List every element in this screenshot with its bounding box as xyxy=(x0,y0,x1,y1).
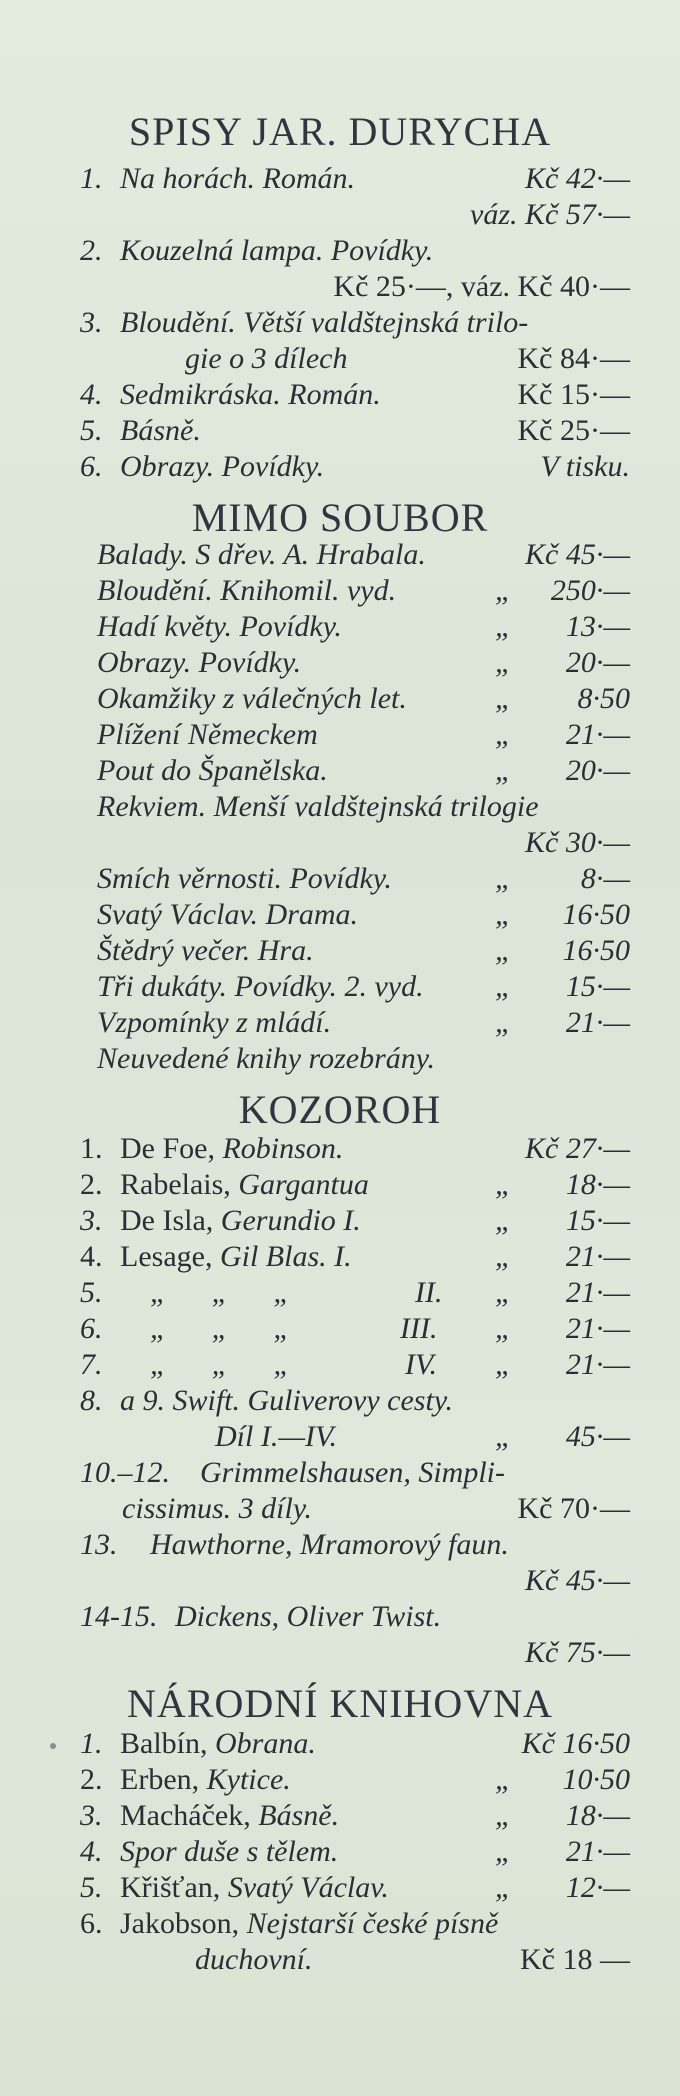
item-title xyxy=(120,1202,361,1240)
item-title: Pout do Španělska. xyxy=(97,754,328,787)
item-title: gie o 3 dílech xyxy=(185,342,348,375)
narodni-item xyxy=(0,1833,680,1871)
item-price: 8·50 xyxy=(577,682,630,715)
item-title xyxy=(120,1761,291,1799)
item-price: Kč 45·— xyxy=(525,538,630,571)
kozoroh-item xyxy=(0,1526,680,1564)
item-price: 21·— xyxy=(565,1240,630,1273)
durych-item-1 xyxy=(0,160,680,198)
ditto-mark: „ xyxy=(495,1204,512,1237)
narodni-item-cont xyxy=(0,1941,680,1979)
item-number: 6. xyxy=(80,1312,103,1345)
item-price: 21·— xyxy=(565,1312,630,1345)
item-price: 16·50 xyxy=(562,898,630,931)
item-number: 5. xyxy=(80,1276,103,1309)
item-price: Kč 42·— xyxy=(525,162,630,195)
item-title xyxy=(120,1238,352,1276)
item-author: Lesage, xyxy=(120,1240,213,1273)
ditto-mark: „ xyxy=(495,754,512,787)
item-title: duchovní. xyxy=(195,1943,313,1976)
item-title: Obrazy. Povídky. xyxy=(120,450,325,483)
item-work: Obrana. xyxy=(215,1727,316,1760)
ditto-marks: „ „ „ xyxy=(150,1276,291,1309)
mimo-note xyxy=(0,1040,680,1078)
item-number: 5. xyxy=(80,414,103,447)
mimo-item xyxy=(0,932,680,970)
item-price: Kč 70·— xyxy=(517,1492,630,1525)
mimo-item-cont xyxy=(0,824,680,862)
item-work: Kytice. xyxy=(206,1763,291,1796)
item-title xyxy=(120,1130,343,1168)
item-title xyxy=(120,1725,316,1763)
durych-item-1-cont xyxy=(0,196,680,234)
kozoroh-item-cont xyxy=(0,1490,680,1528)
item-price: 15·— xyxy=(565,970,630,1003)
item-price: 16·50 xyxy=(562,934,630,967)
ditto-mark: „ xyxy=(495,574,512,607)
mimo-heading: MIMO SOUBOR xyxy=(191,495,489,540)
ditto-mark: „ xyxy=(495,1168,512,1201)
item-price: 21·— xyxy=(565,718,630,751)
ditto-mark: „ xyxy=(495,970,512,1003)
item-price: váz. Kč 57·— xyxy=(470,198,630,231)
item-number: 14-15. xyxy=(80,1600,158,1633)
durych-item-3-cont xyxy=(0,340,680,378)
mimo-item xyxy=(0,1004,680,1042)
ditto-marks: „ „ „ xyxy=(150,1312,291,1345)
mimo-item xyxy=(0,716,680,754)
ditto-mark: „ xyxy=(495,1835,512,1868)
mimo-item xyxy=(0,860,680,898)
item-title: Dickens, Oliver Twist. xyxy=(175,1600,442,1633)
item-work: Svatý Václav. xyxy=(227,1871,389,1904)
ditto-mark: „ xyxy=(495,1420,512,1453)
kozoroh-item xyxy=(0,1310,680,1348)
item-work: Gargantua xyxy=(238,1168,369,1201)
ditto-mark: „ xyxy=(495,682,512,715)
item-price: Kč 18 — xyxy=(520,1943,630,1976)
kozoroh-item xyxy=(0,1202,680,1240)
narodni-item xyxy=(0,1869,680,1907)
kozoroh-item-cont xyxy=(0,1418,680,1456)
mimo-item xyxy=(0,644,680,682)
item-price: Kč 15·— xyxy=(517,378,630,411)
ditto-mark: „ xyxy=(495,1348,512,1381)
item-price: Kč 27·— xyxy=(525,1132,630,1165)
item-number: 13. xyxy=(80,1528,118,1561)
ditto-mark: „ xyxy=(495,1799,512,1832)
item-price: 21·— xyxy=(565,1276,630,1309)
ditto-mark: „ xyxy=(495,646,512,679)
item-title: Hawthorne, Mramorový faun. xyxy=(150,1528,509,1561)
item-title: Na horách. Román. xyxy=(120,162,355,195)
item-number: 4. xyxy=(80,378,103,411)
narodni-item xyxy=(0,1905,680,1943)
item-author: Rabelais, xyxy=(120,1168,231,1201)
ditto-mark: „ xyxy=(495,1763,512,1796)
kozoroh-item xyxy=(0,1382,680,1420)
item-work: III. xyxy=(400,1312,438,1345)
item-price: 21·— xyxy=(565,1835,630,1868)
ditto-mark: „ xyxy=(495,1871,512,1904)
item-work: IV. xyxy=(405,1348,437,1381)
item-price: 10·50 xyxy=(562,1763,630,1796)
mimo-item xyxy=(0,536,680,574)
item-price: V tisku. xyxy=(540,450,630,483)
item-number: 10.–12. xyxy=(80,1456,170,1489)
item-price: 20·— xyxy=(565,646,630,679)
item-author: De Isla, xyxy=(120,1204,214,1237)
durych-item-2 xyxy=(0,232,680,270)
item-title: cissimus. 3 díly. xyxy=(122,1492,313,1525)
item-title: Rekviem. Menší valdštejnská trilogie xyxy=(97,790,539,823)
ditto-mark: „ xyxy=(495,934,512,967)
item-title: Vzpomínky z mládí. xyxy=(97,1006,332,1039)
item-title: Hadí květy. Povídky. xyxy=(97,610,342,643)
item-number: 2. xyxy=(80,1763,103,1796)
item-number: 4. xyxy=(80,1835,103,1868)
item-work: Robinson. xyxy=(222,1132,344,1165)
item-title xyxy=(120,1869,389,1907)
ditto-mark: „ xyxy=(495,718,512,751)
item-title: Bloudění. Větší valdštejnská trilo- xyxy=(120,306,529,339)
item-title: Grimmelshausen, Simpli- xyxy=(200,1456,505,1489)
item-title xyxy=(120,1166,369,1204)
item-title: Štědrý večer. Hra. xyxy=(97,934,314,967)
item-number: 5. xyxy=(80,1871,103,1904)
durych-item-2-cont xyxy=(0,268,680,306)
kozoroh-item xyxy=(0,1166,680,1204)
ditto-mark: „ xyxy=(495,1240,512,1273)
mimo-item xyxy=(0,896,680,934)
kozoroh-item xyxy=(0,1454,680,1492)
item-title: Kouzelná lampa. Povídky. xyxy=(120,234,434,267)
item-price: 18·— xyxy=(565,1168,630,1201)
item-price: 21·— xyxy=(565,1006,630,1039)
mimo-item xyxy=(0,680,680,718)
item-title: Obrazy. Povídky. xyxy=(97,646,302,679)
item-title: Balady. S dřev. A. Hrabala. xyxy=(97,538,426,571)
item-price: Kč 84·— xyxy=(517,342,630,375)
item-price: Kč 25·—, váz. Kč 40·— xyxy=(333,270,630,303)
narodni-item xyxy=(0,1797,680,1835)
item-title: Svatý Václav. Drama. xyxy=(97,898,359,931)
item-title: Básně. xyxy=(120,414,201,447)
narodni-heading: NÁRODNÍ KNIHOVNA xyxy=(127,1681,553,1726)
item-price: 250·— xyxy=(550,574,630,607)
item-author: Balbín, xyxy=(120,1727,208,1760)
item-work: II. xyxy=(415,1276,443,1309)
mimo-item xyxy=(0,572,680,610)
mimo-item xyxy=(0,968,680,1006)
item-work: Nejstarší české písně xyxy=(246,1907,499,1940)
item-price: 8·— xyxy=(580,862,630,895)
item-number: 2. xyxy=(80,234,103,267)
kozoroh-item xyxy=(0,1598,680,1636)
item-title: a 9. Swift. Guliverovy cesty. xyxy=(120,1384,453,1417)
item-price: 13·— xyxy=(565,610,630,643)
item-author: Křišťan, xyxy=(120,1871,221,1904)
item-work: Básně. xyxy=(258,1799,340,1832)
item-number: 1. xyxy=(80,162,103,195)
item-number: 1. xyxy=(80,1727,103,1760)
narodni-item xyxy=(0,1761,680,1799)
ditto-mark: „ xyxy=(495,862,512,895)
mimo-item xyxy=(0,752,680,790)
item-number: 3. xyxy=(80,1204,103,1237)
durych-item-3 xyxy=(0,304,680,342)
item-price: Kč 16·50 xyxy=(521,1727,630,1760)
item-price: Kč 30·— xyxy=(525,826,630,859)
item-title xyxy=(120,1905,498,1943)
durych-heading: SPISY JAR. DURYCHA xyxy=(128,109,552,154)
kozoroh-item xyxy=(0,1346,680,1384)
item-title: Sedmikráska. Román. xyxy=(120,378,381,411)
kozoroh-item-cont xyxy=(0,1562,680,1600)
item-title: Spor duše s tělem. xyxy=(120,1835,339,1868)
durych-item-5 xyxy=(0,412,680,450)
item-number: 6. xyxy=(80,450,103,483)
item-title: Bloudění. Knihomil. vyd. xyxy=(97,574,397,607)
kozoroh-item xyxy=(0,1130,680,1168)
ditto-mark: „ xyxy=(495,1006,512,1039)
item-title xyxy=(120,1797,339,1835)
kozoroh-item-cont xyxy=(0,1634,680,1672)
durych-item-4 xyxy=(0,376,680,414)
kozoroh-heading: KOZOROH xyxy=(238,1087,442,1132)
item-title: Díl I.—IV. xyxy=(215,1420,337,1453)
item-number: 3. xyxy=(80,306,103,339)
narodni-item xyxy=(0,1725,680,1763)
item-author: Erben, xyxy=(120,1763,200,1796)
ditto-mark: „ xyxy=(495,1312,512,1345)
item-number: 6. xyxy=(80,1907,103,1940)
item-title: Plížení Německem xyxy=(97,718,318,751)
item-price: 21·— xyxy=(565,1348,630,1381)
durych-item-6 xyxy=(0,448,680,486)
mimo-item xyxy=(0,608,680,646)
item-price: 45·— xyxy=(565,1420,630,1453)
ditto-marks: „ „ „ xyxy=(150,1348,291,1381)
mimo-item xyxy=(0,788,680,826)
ditto-mark: „ xyxy=(495,610,512,643)
item-work: Gil Blas. I. xyxy=(219,1240,352,1273)
item-number: 3. xyxy=(80,1799,103,1832)
item-number: 2. xyxy=(80,1168,103,1201)
item-title: Okamžiky z válečných let. xyxy=(97,682,407,715)
item-number: 7. xyxy=(80,1348,103,1381)
kozoroh-item xyxy=(0,1274,680,1312)
item-price: 15·— xyxy=(565,1204,630,1237)
item-author: Jakobson, xyxy=(120,1907,240,1940)
item-work: Gerundio I. xyxy=(220,1204,361,1237)
item-title: Tři dukáty. Povídky. 2. vyd. xyxy=(97,970,424,1003)
item-number: 4. xyxy=(80,1240,103,1273)
item-price: 18·— xyxy=(565,1799,630,1832)
item-number: 1. xyxy=(80,1132,103,1165)
item-price: Kč 45·— xyxy=(525,1564,630,1597)
note-text: Neuvedené knihy rozebrány. xyxy=(97,1042,435,1075)
item-price: Kč 75·— xyxy=(525,1636,630,1669)
item-title: Smích věrnosti. Povídky. xyxy=(97,862,392,895)
item-author: De Foe, xyxy=(120,1132,215,1165)
ditto-mark: „ xyxy=(495,898,512,931)
item-price: 20·— xyxy=(565,754,630,787)
kozoroh-item xyxy=(0,1238,680,1276)
item-author: Macháček, xyxy=(120,1799,251,1832)
item-price: Kč 25·— xyxy=(517,414,630,447)
item-price: 12·— xyxy=(565,1871,630,1904)
item-number: 8. xyxy=(80,1384,103,1417)
ditto-mark: „ xyxy=(495,1276,512,1309)
